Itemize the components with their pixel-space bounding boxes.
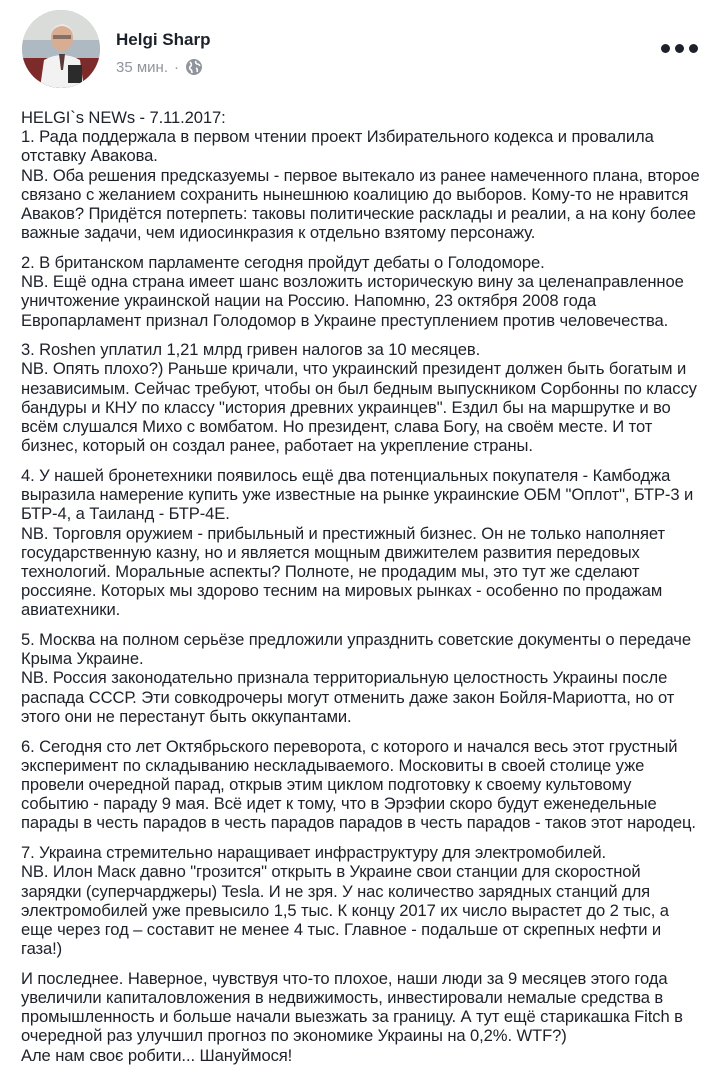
more-dot xyxy=(661,44,670,53)
paragraph-5: 5. Москва на полном серьёзе предложили упразднить советские документы о передаче Крыма Украине. NB. Россия законодательно признала территориальную целостность Украины после распада СССР. Эти совкодрочеры могут отменить даже закон Бойля-Мариотта, но от этого они не перестанут быть оккупантами. xyxy=(21,630,691,726)
paragraph-7: 7. Украина стремительно наращивает инфраструктуру для электромобилей. NB. Илон Маск давно "грозится" открыть в Украине свои станции для скоростной зарядки (суперчарджеры) Tesla. И не зря. У нас количество зарядных станций для электромобилей уже превысило 1,5 тыс. К концу 2017 их число вырастет до 2 тыс, а еще через год – составит не менее 4 тыс. Главное - подальше от скрепных нефти и газа!) xyxy=(21,843,669,959)
post-timestamp[interactable]: 35 мин. xyxy=(116,58,168,76)
paragraph-1: HELGI`s NEWs - 7.11.2017: 1. Рада поддержала в первом чтении проект Избирательного кодекса и провалила отставку Авакова. NB. Оба решения предсказуемы - первое вытекало из ранее намеченного плана, второе связано с желанием сохранить нынешнюю коалицию до выборов. Кому-то не нравится Аваков? Придётся потерпеть: таковы политические расклады и реалии, а на кону более важные задачи, чем идиосинкразия к отдельно взятому персонажу. xyxy=(21,108,700,243)
post-meta xyxy=(116,58,203,76)
avatar-photo xyxy=(22,10,100,88)
post-header xyxy=(22,10,698,90)
author-name[interactable]: Helgi Sharp xyxy=(116,30,211,49)
paragraph-6: 6. Сегодня сто лет Октябрьского переворота, с которого и начался весь этот грустный эксперимент по складыванию нескладываемого. Московиты в своей столице уже провели очередной парад, открыв этим циклом подготовку к своему культовому событию - параду 9 мая. Всё идет к тому, что в Эрэфии скоро будут еженедельные парады в честь парадов в честь парадов парадов в честь парадов - таков этот народец. xyxy=(21,736,696,833)
meta-separator: · xyxy=(174,58,179,76)
more-dot xyxy=(675,44,684,53)
more-dot xyxy=(689,44,698,53)
avatar[interactable] xyxy=(22,10,100,88)
paragraph-3: 3. Roshen уплатил 1,21 млрд гривен налогов за 10 месяцев. NB. Опять плохо?) Раньше кричали, что украинский президент должен быть богатым и независимым. Сейчас требуют, чтобы он был бедным выпускником Сорбонны по классу бандуры и КНУ по классу "история древних украинцев". Ездил бы на маршрутке и во всём слушался Михо с вомбатом. Но президент, слава Богу, на своём месте. И тот бизнес, который он создал ранее, работает на укрепление страны. xyxy=(21,340,697,456)
paragraph-8: И последнее. Наверное, чувствуя что-то плохое, наши люди за 9 месяцев этого года увеличили капиталовложения в недвижимость, инвестировали немалые средства в промышленность и больше начали выезжать за границу. А тут ещё старикашка Fitch в очередной раз улучшил прогноз по экономике Украины на 0,2%. WTF?) Але нам своє робити... Шануймося! xyxy=(21,968,683,1065)
globe-icon[interactable] xyxy=(185,58,203,76)
paragraph-4: 4. У нашей бронетехники появилось ещё два потенциальных покупателя - Камбоджа выразила намерение купить уже известные на рынке украинские ОБМ "Оплот", БТР-3 и БТР-4, а Таиланд - БТР-4Е. NB. Торговля оружием - прибыльный и престижный бизнес. Он не только наполняет государственную казну, но и является мощным движителем развития передовых технологий. Моральные аспекты? Полноте, не продадим мы, это тут же сделают россияне. Которых мы здорово тесним на мировых рынках - особенно по продажам авиатехники. xyxy=(21,465,694,620)
post-text xyxy=(21,108,701,1075)
paragraph-2: 2. В британском парламенте сегодня пройдут дебаты о Голодоморе. NB. Ещё одна страна имеет шанс возложить историческую вину за целенаправленное уничтожение украинской нации на Россию. Напомню, 23 октября 2008 года Европарламент признал Голодомор в Украине преступлением против человечества. xyxy=(21,252,684,330)
more-options-icon[interactable] xyxy=(652,38,698,58)
